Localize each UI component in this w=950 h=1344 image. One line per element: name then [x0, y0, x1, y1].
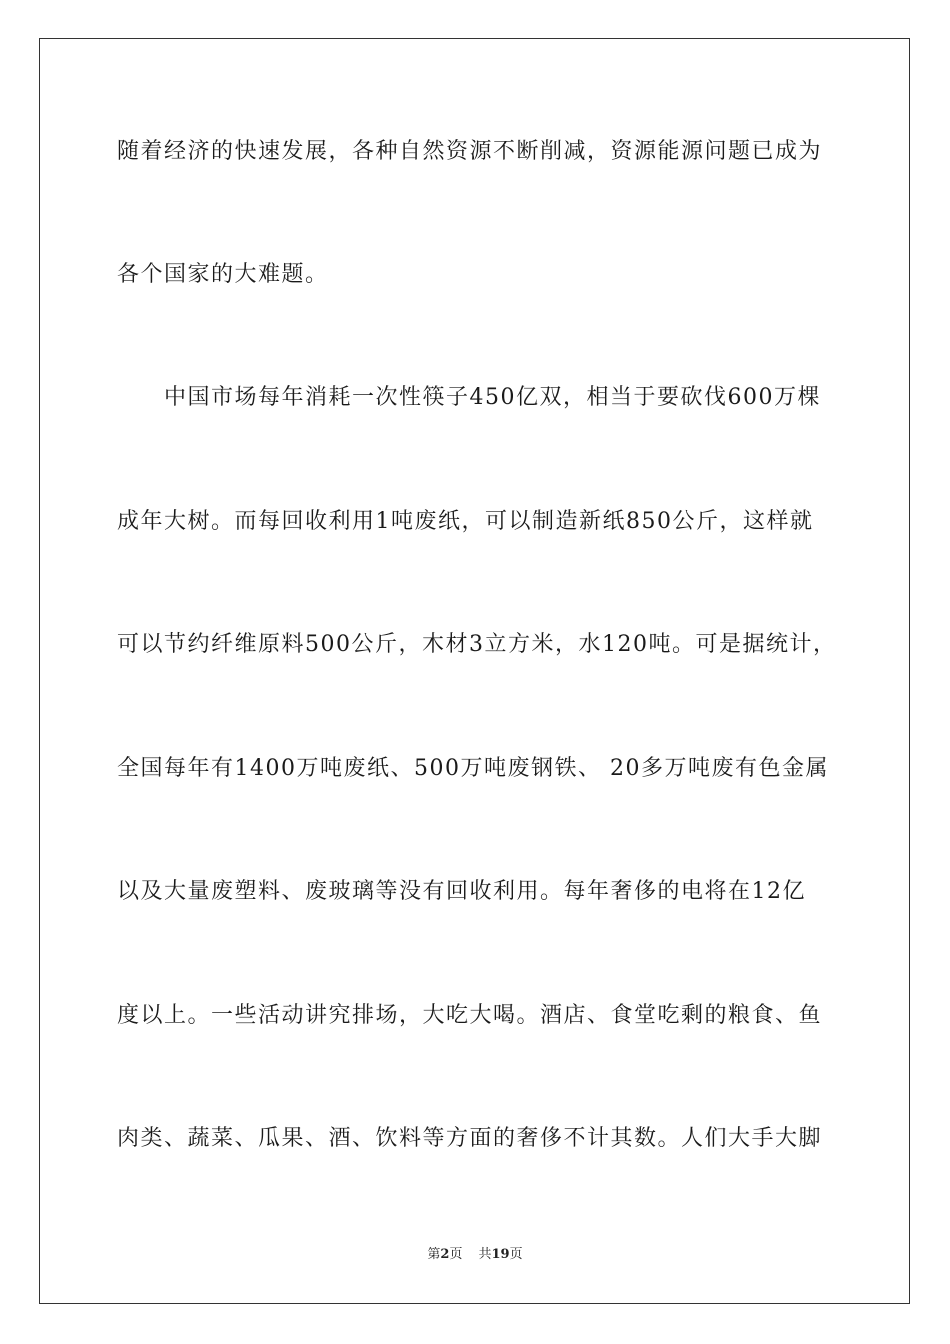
body-text-line: 度以上。一些活动讲究排场，大吃大喝。酒店、食堂吃剩的粮食、鱼: [117, 1003, 823, 1028]
page-prefix: 第: [427, 1247, 441, 1262]
body-text-line: 成年大树。而每回收利用1吨废纸，可以制造新纸850公斤，这样就: [117, 509, 814, 534]
page-footer: [0, 1246, 950, 1264]
body-text-line: 以及大量废塑料、废玻璃等没有回收利用。每年奢侈的电将在12亿: [117, 879, 806, 904]
page-border: [39, 38, 910, 1304]
body-text-line: 各个国家的大难题。: [117, 262, 329, 287]
body-text-line: 随着经济的快速发展，各种自然资源不断削减，资源能源问题已成为: [117, 139, 823, 164]
total-suffix: 页: [509, 1247, 523, 1262]
body-text-line: 中国市场每年消耗一次性筷子450亿双，相当于要砍伐600万棵: [117, 385, 821, 410]
body-text-line: 可以节约纤维原料500公斤，木材3立方米，水120吨。可是据统计，: [117, 632, 837, 657]
body-text-line: 肉类、蔬菜、瓜果、酒、饮料等方面的奢侈不计其数。人们大手大脚: [117, 1126, 823, 1151]
total-prefix: 共: [478, 1247, 492, 1262]
page-suffix: 页: [449, 1247, 463, 1262]
body-text-line: 全国每年有1400万吨废纸、500万吨废钢铁、 20多万吨废有色金属: [117, 756, 829, 781]
page-number: 2: [440, 1247, 450, 1262]
total-pages: 19: [491, 1247, 510, 1262]
